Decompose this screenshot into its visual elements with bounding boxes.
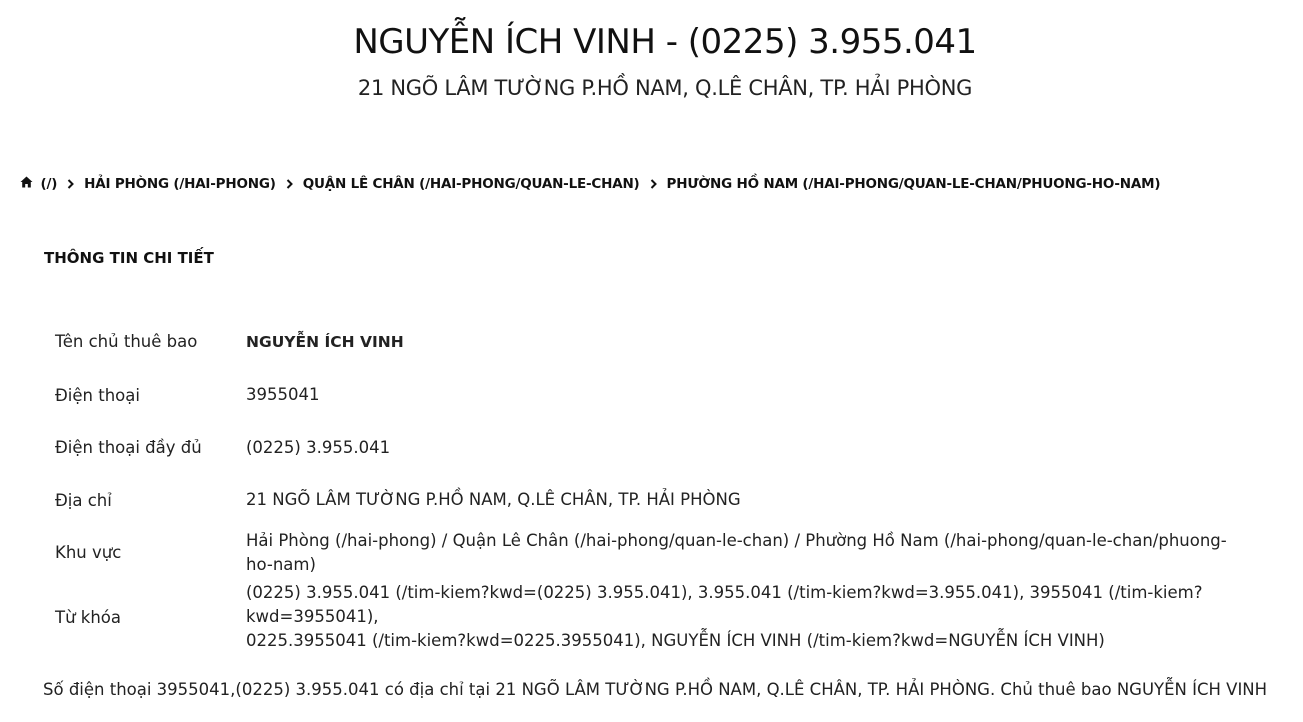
chevron-right-icon bbox=[67, 179, 74, 189]
full-phone-value: (0225) 3.955.041 bbox=[246, 437, 391, 457]
row-label: Điện thoại bbox=[55, 385, 140, 405]
table-row bbox=[44, 527, 1257, 580]
table-row bbox=[44, 474, 1257, 527]
row-label: Từ khóa bbox=[55, 607, 121, 627]
details-table bbox=[44, 314, 1257, 655]
keyword-line[interactable]: 0225.3955041 (/tim-kiem?kwd=0225.3955041), NGUYỄN ÍCH VINH (/tim-kiem?kwd=NGUYỄN ÍCH VINH) bbox=[246, 631, 1105, 650]
summary-text: Số điện thoại 3955041,(0225) 3.955.041 có địa chỉ tại 21 NGÕ LÂM TƯỜNG P.HỒ NAM, Q.LÊ CHÂN, TP. HẢI PHÒNG. Chủ thuê bao NGUYỄN ÍCH VINH bbox=[43, 680, 1268, 699]
phone-value: 3955041 bbox=[246, 385, 320, 405]
breadcrumb-home-link[interactable] bbox=[20, 176, 57, 192]
chevron-right-icon bbox=[650, 179, 657, 189]
breadcrumb-item-hai-phong[interactable]: HẢI PHÒNG (/HAI-PHONG) bbox=[84, 176, 276, 192]
section-title: THÔNG TIN CHI TIẾT bbox=[44, 249, 214, 267]
home-icon bbox=[20, 176, 33, 188]
breadcrumb bbox=[20, 176, 1160, 192]
row-label: Địa chỉ bbox=[55, 490, 112, 510]
subscriber-name: NGUYỄN ÍCH VINH bbox=[246, 332, 404, 351]
table-row bbox=[44, 369, 1257, 422]
region-links[interactable]: Hải Phòng (/hai-phong) / Quận Lê Chân (/hai-phong/quan-le-chan) / Phường Hồ Nam (/hai-phong/quan-le-chan/phuong-ho-nam) bbox=[246, 530, 1227, 574]
address-value: 21 NGÕ LÂM TƯỜNG P.HỒ NAM, Q.LÊ CHÂN, TP. HẢI PHÒNG bbox=[246, 490, 741, 510]
keyword-line[interactable]: (0225) 3.955.041 (/tim-kiem?kwd=(0225) 3.955.041), 3.955.041 (/tim-kiem?kwd=3.955.041), 3955041 (/tim-kiem?kwd=3955041), bbox=[246, 583, 1203, 626]
table-row bbox=[44, 314, 1257, 369]
breadcrumb-item-quan-le-chan[interactable]: QUẬN LÊ CHÂN (/HAI-PHONG/QUAN-LE-CHAN) bbox=[302, 176, 640, 192]
table-row bbox=[44, 579, 1257, 655]
breadcrumb-home-label: (/) bbox=[40, 176, 58, 192]
row-label: Điện thoại đầy đủ bbox=[55, 438, 202, 458]
chevron-right-icon bbox=[286, 179, 293, 189]
row-label: Khu vực bbox=[55, 543, 122, 563]
page-subtitle-address: 21 NGÕ LÂM TƯỜNG P.HỒ NAM, Q.LÊ CHÂN, TP. HẢI PHÒNG bbox=[357, 76, 973, 100]
page-title: NGUYỄN ÍCH VINH - (0225) 3.955.041 bbox=[353, 22, 977, 62]
keyword-links[interactable] bbox=[235, 579, 1257, 655]
table-row bbox=[44, 422, 1257, 475]
breadcrumb-item-phuong-ho-nam[interactable]: PHƯỜNG HỒ NAM (/HAI-PHONG/QUAN-LE-CHAN/PHUONG-HO-NAM) bbox=[666, 176, 1161, 192]
row-label: Tên chủ thuê bao bbox=[55, 332, 198, 351]
